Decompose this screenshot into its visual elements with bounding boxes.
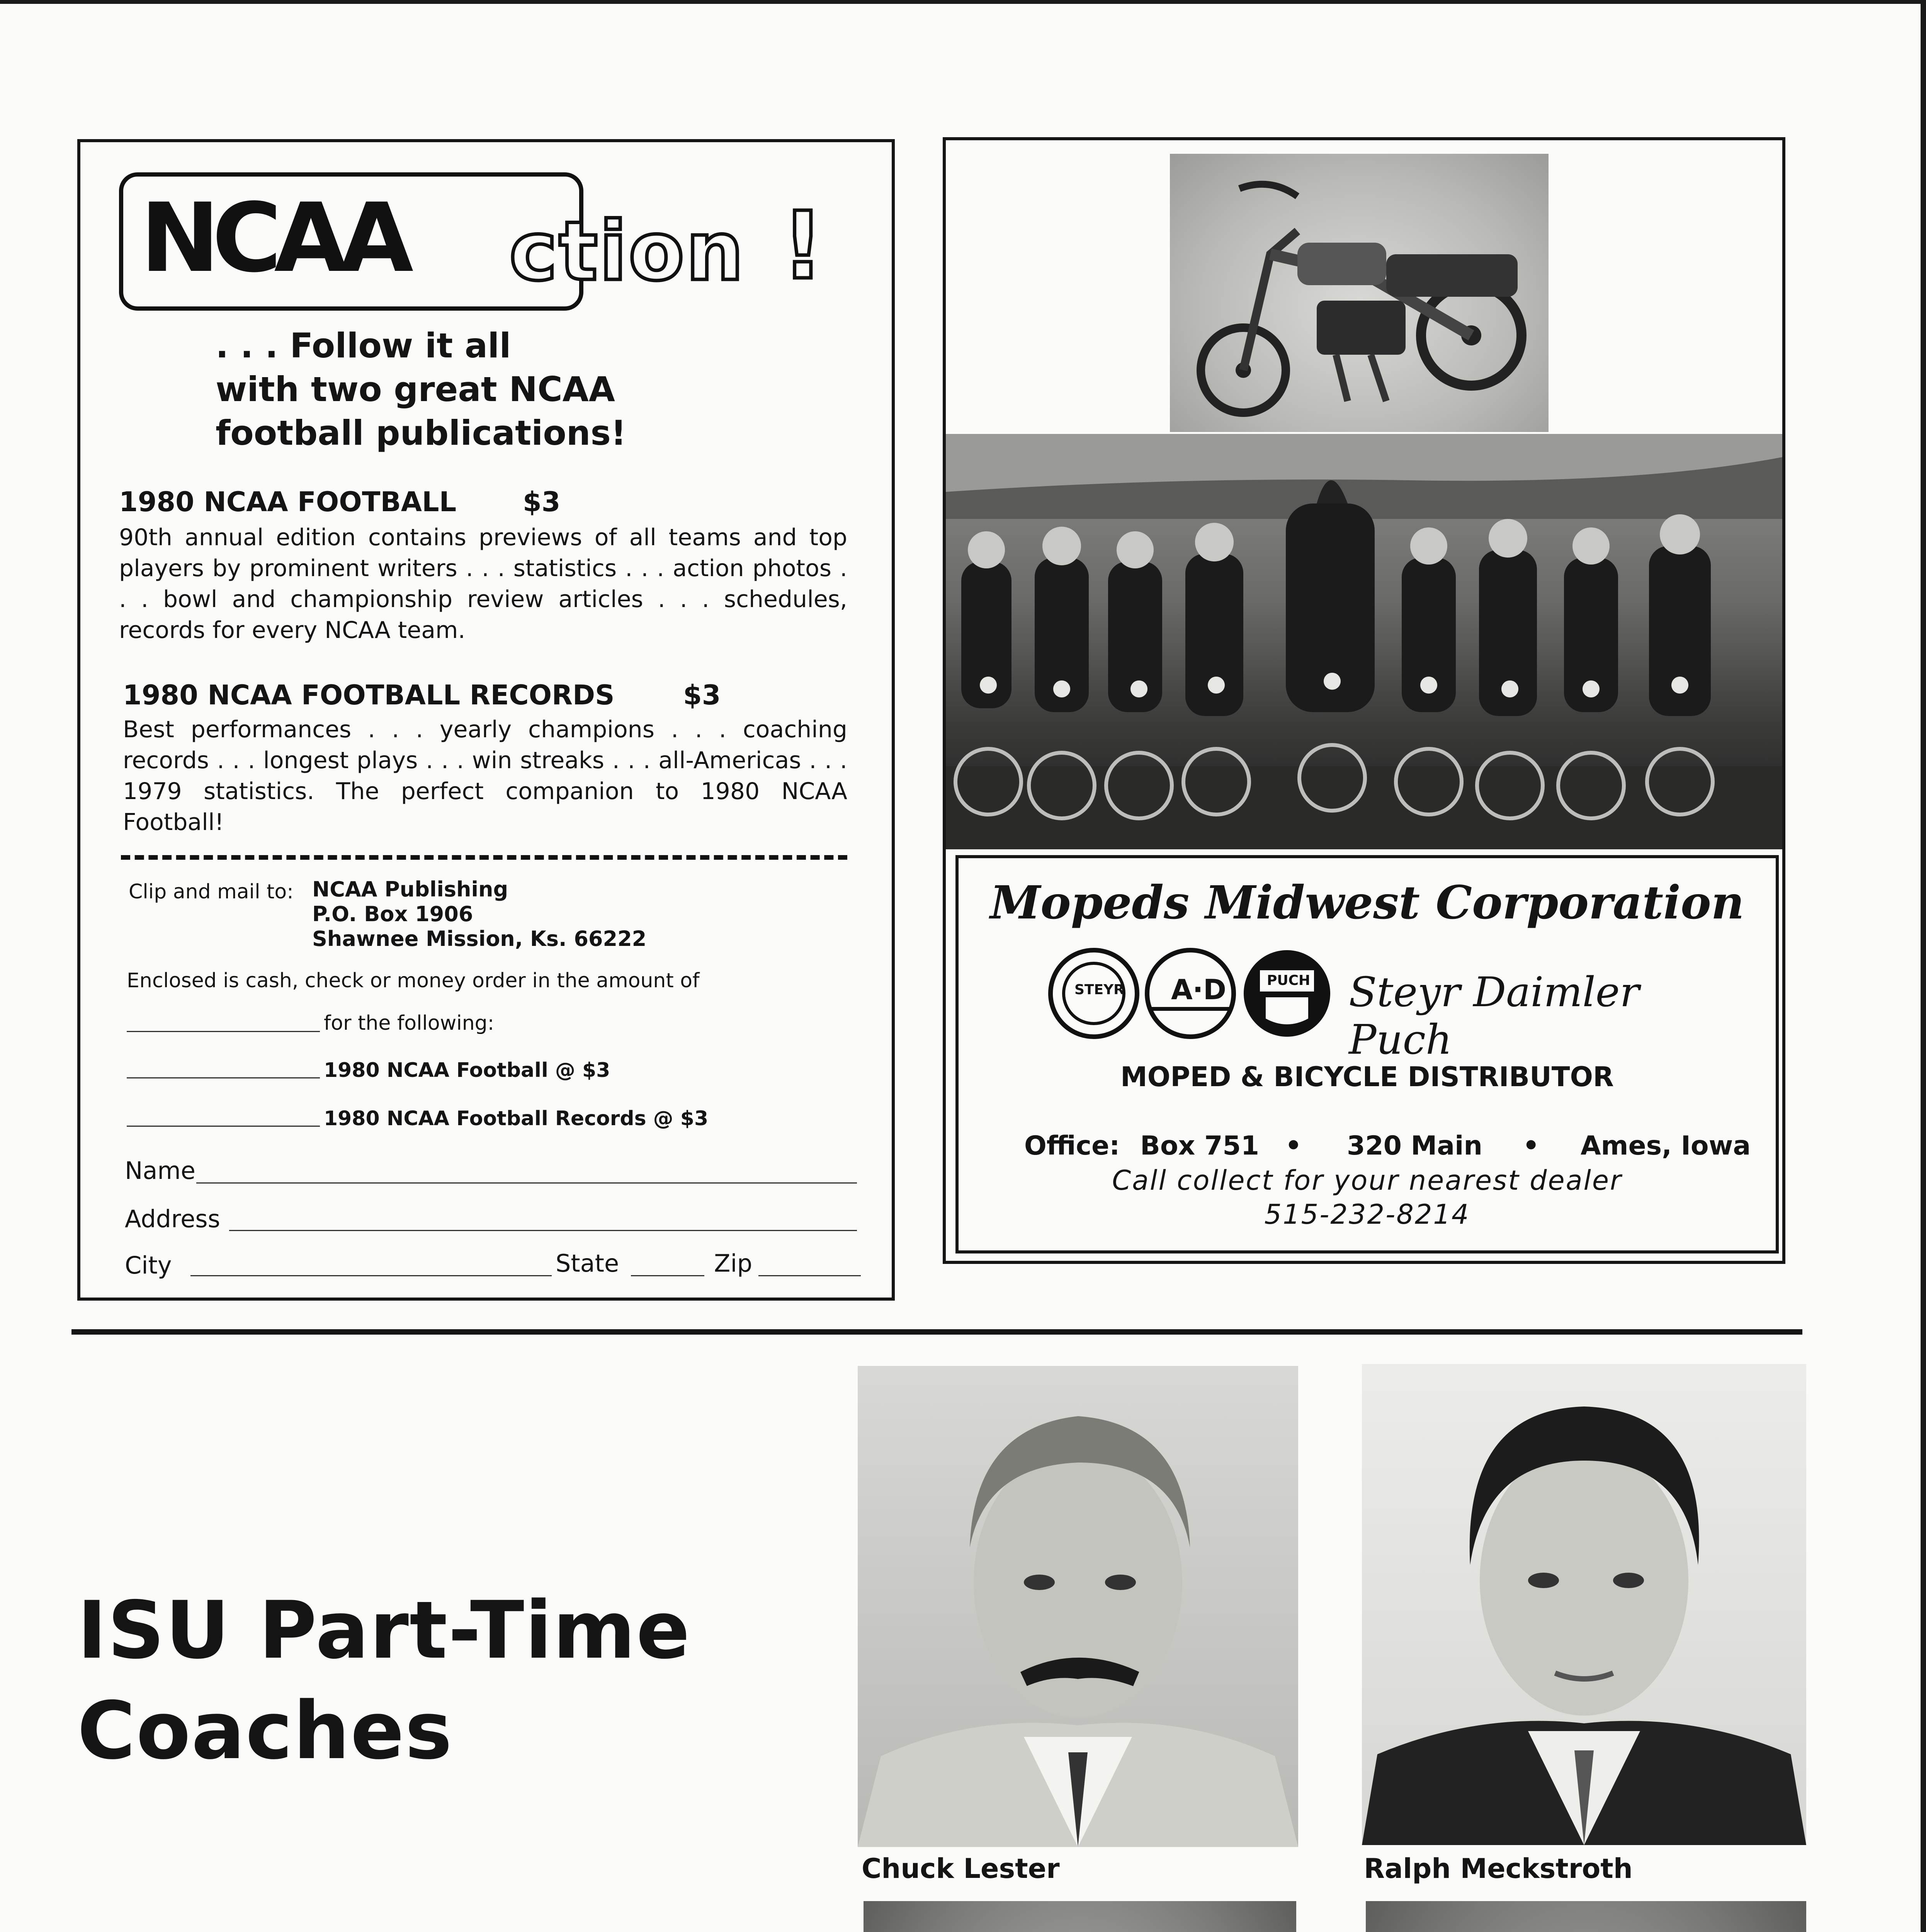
coach-photo-4: [1366, 1901, 1806, 1932]
order1-quantity-blank[interactable]: [127, 1077, 320, 1078]
address-label: Address: [125, 1205, 220, 1233]
top-border: [0, 0, 1926, 4]
order1-label: 1980 NCAA Football @ $3: [324, 1059, 610, 1082]
mailing-address: [312, 877, 646, 951]
moped-photo: [1170, 154, 1549, 432]
brand-name: Steyr Daimler Puch: [1349, 968, 1640, 1063]
address-line-3: Shawnee Mission, Ks. 66222: [312, 927, 647, 951]
ncaa-action-logo: [119, 172, 853, 311]
order2-quantity-blank[interactable]: [127, 1126, 320, 1127]
coach-photo-2: [1362, 1364, 1806, 1845]
portrait-2-illustration: [1362, 1364, 1806, 1845]
state-label: State: [556, 1249, 619, 1277]
call-collect: [959, 1163, 1776, 1231]
clip-label: Clip and mail to:: [129, 880, 294, 903]
coach-photo-3: [864, 1901, 1296, 1932]
amount-blank[interactable]: [127, 1031, 320, 1032]
state-field[interactable]: [631, 1275, 704, 1276]
name-label: Name: [125, 1156, 195, 1185]
pub1-price: $3: [523, 486, 561, 518]
address-line-1: NCAA Publishing: [312, 877, 508, 901]
logo-exclamation: !: [782, 192, 824, 300]
coach-name-1: Chuck Lester: [862, 1853, 1060, 1884]
address-line-2: P.O. Box 1906: [312, 902, 473, 926]
office-city: Ames, Iowa: [1581, 1131, 1751, 1161]
pub1-heading: [119, 486, 561, 518]
zip-field[interactable]: [758, 1275, 861, 1276]
pub2-title: 1980 NCAA FOOTBALL RECORDS: [123, 679, 615, 711]
portrait-1-illustration: [858, 1366, 1298, 1847]
group-photo-illustration: [946, 434, 1782, 849]
steyr-logo-text: STEYR: [1074, 982, 1124, 998]
name-field[interactable]: [196, 1182, 857, 1184]
bullet-1: •: [1285, 1131, 1302, 1161]
mopeds-info-box: [955, 855, 1779, 1253]
portrait-3-illustration: [864, 1901, 1296, 1932]
clip-dashed-line: [121, 855, 847, 860]
phone-number[interactable]: 515-232-8214: [1264, 1199, 1470, 1230]
right-border: [1921, 0, 1926, 1932]
city-label: City: [125, 1251, 172, 1279]
mascot-group-photo: [946, 434, 1782, 849]
office-box: Box 751: [1140, 1131, 1260, 1161]
pub1-title: 1980 NCAA FOOTBALL: [119, 486, 457, 518]
pub2-description: Best performances . . . yearly champions . . . coaching records . . . longest plays . . . win streaks . . . all-Americas . . . 1979 statistics. The perfect companion to 1980 NCAA Football!: [123, 716, 847, 836]
office-street: 320 Main: [1347, 1131, 1482, 1161]
pub1-description: 90th annual edition contains previews of all teams and top players by prominent writers . . . statistics . . . action photos . . . bowl and championship review articles . . . schedules, records for every NCAA team.: [119, 524, 847, 644]
section-title: ISU Part-Time Coaches: [77, 1585, 691, 1777]
mopeds-ad: [943, 137, 1785, 1264]
pub2-heading: [123, 679, 721, 711]
ad-tagline: . . . Follow it all with two great NCAA football publications!: [216, 326, 626, 453]
zip-label: Zip: [714, 1249, 753, 1277]
address-field[interactable]: [229, 1230, 857, 1231]
distributor-label: MOPED & BICYCLE DISTRIBUTOR: [1120, 1061, 1614, 1093]
puch-logo-text: PUCH: [1267, 973, 1311, 988]
city-field[interactable]: [190, 1275, 552, 1276]
enclosed-text: Enclosed is cash, check or money order in the amount of: [127, 969, 700, 992]
ad-logo-text: A·D: [1171, 973, 1226, 1006]
logo-ction-text: ction: [509, 204, 745, 299]
pub2-price: $3: [683, 679, 721, 711]
call-text: Call collect for your nearest dealer: [1112, 1165, 1622, 1196]
moped-illustration: [1170, 154, 1549, 432]
coach-name-2: Ralph Meckstroth: [1364, 1853, 1633, 1884]
portrait-4-illustration: [1366, 1901, 1806, 1932]
for-following-text: for the following:: [324, 1012, 495, 1035]
company-name: Mopeds Midwest Corporation: [990, 876, 1744, 929]
logo-ncaa-text: NCAA: [140, 183, 406, 294]
bullet-2: •: [1523, 1131, 1540, 1161]
section-divider: [71, 1329, 1802, 1335]
coach-photo-1: [858, 1366, 1298, 1847]
order2-label: 1980 NCAA Football Records @ $3: [324, 1107, 709, 1130]
ncaa-ad: [77, 139, 895, 1301]
office-label: Office:: [1024, 1131, 1120, 1161]
brand-logos: [1047, 947, 1704, 1063]
